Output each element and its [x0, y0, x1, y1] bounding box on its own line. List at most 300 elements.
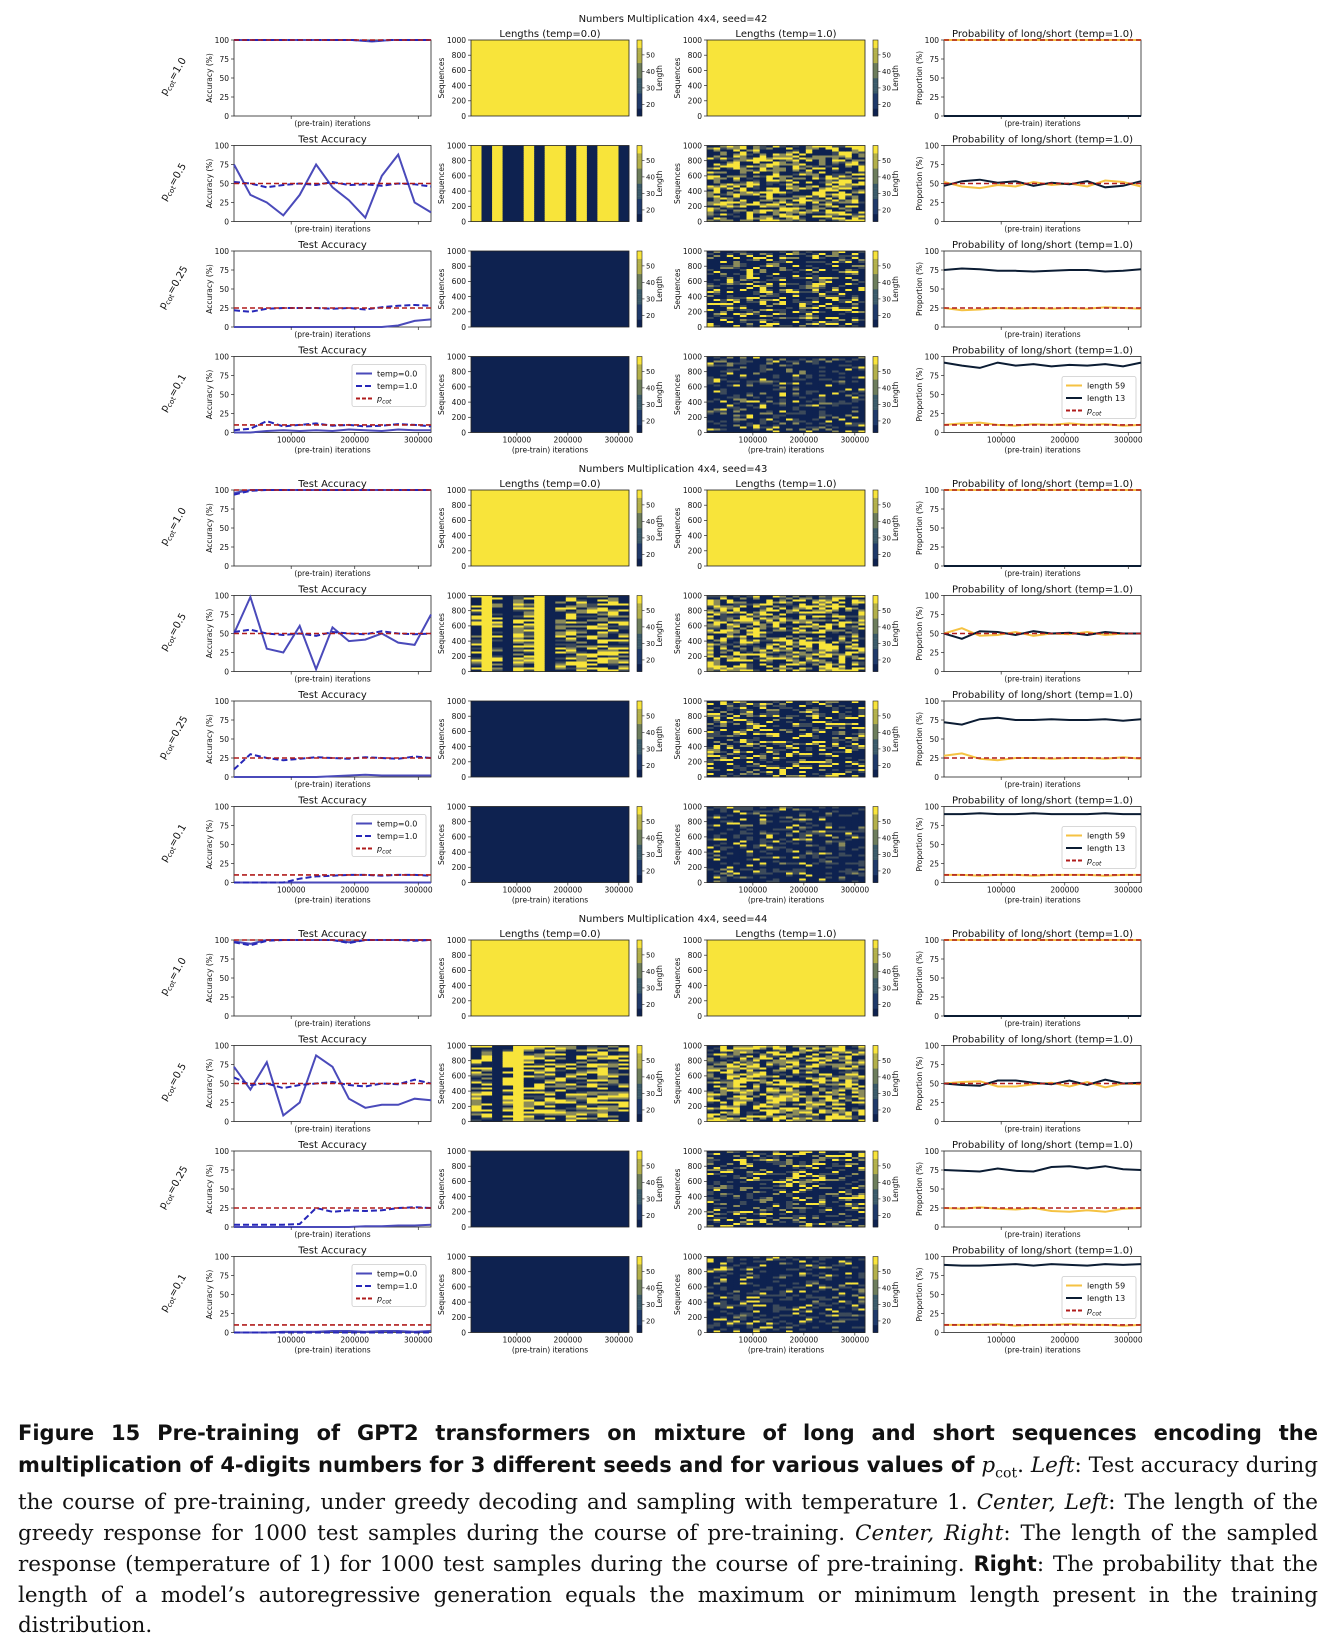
y-tick-label: 75: [219, 505, 229, 514]
colorbar-segment: [873, 307, 878, 310]
colorbar-segment: [873, 410, 878, 413]
heatmap-title: Lengths (temp=1.0): [735, 479, 836, 490]
y-tick-label: 800: [452, 501, 467, 510]
colorbar-label: Length: [891, 170, 900, 196]
accuracy-panel: [205, 240, 431, 339]
y-tick-label: 75: [929, 55, 939, 64]
y-tick-label: 0: [934, 562, 939, 571]
colorbar-segment: [873, 505, 878, 508]
heatmap-cells: [707, 40, 865, 116]
colorbar-segment: [637, 508, 642, 511]
x-tick-label: 100000: [277, 436, 306, 445]
colorbar-label: Length: [655, 381, 664, 407]
colorbar-tick-label: 50: [646, 607, 655, 615]
y-tick-label: 600: [688, 172, 703, 181]
colorbar-tick-label: 30: [882, 401, 891, 409]
colorbar-segment: [873, 209, 878, 212]
colorbar-tick-label: 40: [646, 385, 655, 393]
colorbar-segment: [873, 206, 878, 209]
colorbar-segment: [873, 146, 878, 149]
y-tick-label: 100: [215, 247, 230, 256]
colorbar-segment: [637, 616, 642, 619]
accuracy-legend: [352, 365, 426, 407]
colorbar-segment: [637, 199, 642, 202]
heatmap-ylabel: Sequences: [673, 374, 682, 415]
colorbar-segment: [637, 357, 642, 360]
colorbar-segment: [637, 73, 642, 76]
colorbar-segment: [873, 161, 878, 164]
colorbar-segment: [873, 518, 878, 521]
x-tick-label: 300000: [840, 436, 869, 445]
colorbar-segment: [873, 65, 878, 68]
colorbar-segment: [873, 387, 878, 390]
probability-ylabel: Proportion (%): [915, 501, 924, 555]
colorbar-segment: [873, 259, 878, 262]
colorbar-segment: [637, 204, 642, 207]
accuracy-ylabel: Accuracy (%): [205, 53, 214, 103]
colorbar-segment: [637, 294, 642, 297]
colorbar: [873, 40, 900, 116]
colorbar-segment: [637, 364, 642, 367]
colorbar-segment: [637, 631, 642, 634]
y-tick-label: 0: [461, 112, 466, 121]
colorbar-segment: [873, 274, 878, 277]
greedy-length-heatmap: [437, 141, 664, 226]
colorbar-segment: [637, 196, 642, 199]
colorbar-tick-label: 30: [646, 535, 655, 543]
y-tick-label: 50: [929, 285, 939, 294]
colorbar-segment: [873, 299, 878, 302]
colorbar-segment: [873, 402, 878, 405]
heatmap-fill: [707, 490, 865, 566]
colorbar-tick-label: 50: [882, 157, 891, 165]
colorbar-segment: [637, 536, 642, 539]
colorbar-segment: [873, 297, 878, 300]
accuracy-xlabel: (pre-train) iterations: [294, 675, 370, 684]
colorbar-segment: [637, 91, 642, 94]
accuracy-ylabel: Accuracy (%): [205, 503, 214, 553]
colorbar-segment: [873, 191, 878, 194]
accuracy-panel: [205, 346, 433, 455]
colorbar-tick-label: 30: [882, 296, 891, 304]
colorbar-segment: [637, 628, 642, 631]
colorbar-segment: [873, 269, 878, 272]
colorbar-segment: [637, 189, 642, 192]
y-tick-label: 800: [452, 51, 467, 60]
probability-frame: [944, 490, 1141, 566]
y-tick-label: 50: [219, 74, 229, 83]
colorbar-segment: [637, 108, 642, 111]
accuracy-panel: [205, 135, 431, 234]
colorbar-segment: [637, 86, 642, 89]
colorbar-segment: [873, 266, 878, 269]
y-tick-label: 25: [219, 648, 229, 657]
colorbar-segment: [873, 367, 878, 370]
colorbar-tick-label: 20: [646, 207, 655, 215]
colorbar-tick-label: 40: [646, 279, 655, 287]
colorbar-segment: [637, 410, 642, 413]
colorbar-tick-label: 50: [882, 368, 891, 376]
colorbar-tick-label: 50: [882, 52, 891, 60]
colorbar: [637, 146, 664, 222]
colorbar-tick-label: 50: [646, 368, 655, 376]
heatmap-xlabel: (pre-train) iterations: [748, 446, 824, 455]
y-tick-label: 100: [215, 36, 230, 45]
colorbar-segment: [637, 261, 642, 264]
y-tick-label: 400: [452, 398, 467, 407]
accuracy-panel: [205, 585, 431, 684]
row-p-cot-1-0: [159, 29, 1141, 128]
colorbar-segment: [873, 508, 878, 511]
colorbar-segment: [637, 281, 642, 284]
colorbar-segment: [637, 307, 642, 310]
colorbar-segment: [637, 556, 642, 559]
x-tick-label: 200000: [1050, 436, 1079, 445]
colorbar-segment: [637, 533, 642, 536]
greedy-length-heatmap: [437, 352, 664, 454]
colorbar-segment: [637, 43, 642, 46]
colorbar-segment: [873, 58, 878, 61]
y-tick-label: 50: [219, 179, 229, 188]
colorbar-segment: [637, 266, 642, 269]
y-tick-label: 0: [697, 323, 702, 332]
colorbar-segment: [873, 302, 878, 305]
y-tick-label: 200: [688, 97, 703, 106]
y-tick-label: 25: [929, 409, 939, 418]
probability-title: Probability of long/short (temp=1.0): [952, 135, 1133, 146]
colorbar-segment: [637, 191, 642, 194]
accuracy-panel: [205, 479, 431, 578]
colorbar-tick-label: 20: [882, 312, 891, 320]
y-tick-label: 1000: [447, 352, 466, 361]
x-tick-label: 300000: [1114, 436, 1143, 445]
probability-legend: [1062, 377, 1136, 419]
colorbar-segment: [873, 68, 878, 71]
colorbar-segment: [873, 261, 878, 264]
colorbar-tick-label: 20: [882, 551, 891, 559]
colorbar-segment: [873, 374, 878, 377]
heatmap-cells: [471, 490, 629, 566]
heatmap-ylabel: Sequences: [673, 507, 682, 548]
x-tick-label: 100000: [987, 436, 1016, 445]
colorbar-tick-label: 20: [646, 418, 655, 426]
colorbar-segment: [637, 284, 642, 287]
colorbar-segment: [637, 181, 642, 184]
y-tick-label: 400: [452, 292, 467, 301]
y-tick-label: 200: [452, 202, 467, 211]
colorbar-label: Length: [891, 515, 900, 541]
legend-label: temp=1.0: [377, 382, 417, 391]
colorbar-segment: [873, 251, 878, 254]
y-tick-label: 200: [452, 413, 467, 422]
probability-xlabel: (pre-train) iterations: [1004, 569, 1080, 578]
colorbar-tick-label: 30: [882, 85, 891, 93]
heatmap-ylabel: Sequences: [673, 268, 682, 309]
colorbar-segment: [637, 513, 642, 516]
y-tick-label: 200: [688, 547, 703, 556]
colorbar-segment: [637, 302, 642, 305]
colorbar-segment: [873, 289, 878, 292]
sampled-length-heatmap: [673, 29, 900, 121]
y-tick-label: 1000: [447, 486, 466, 495]
y-tick-label: 400: [452, 81, 467, 90]
heatmap-ylabel: Sequences: [437, 163, 446, 204]
heatmap-ylabel: Sequences: [673, 163, 682, 204]
colorbar-segment: [637, 88, 642, 91]
sampled-length-heatmap: [673, 141, 900, 226]
accuracy-title: Test Accuracy: [297, 240, 367, 251]
accuracy-xlabel: (pre-train) iterations: [294, 446, 370, 455]
colorbar-segment: [873, 254, 878, 257]
colorbar-segment: [637, 621, 642, 624]
colorbar-segment: [637, 639, 642, 642]
colorbar-segment: [637, 292, 642, 295]
colorbar-segment: [873, 533, 878, 536]
y-tick-label: 100: [215, 591, 230, 600]
accuracy-title: Test Accuracy: [297, 479, 367, 490]
colorbar-segment: [637, 641, 642, 644]
colorbar-segment: [637, 76, 642, 79]
colorbar-segment: [873, 364, 878, 367]
y-tick-label: 0: [224, 323, 229, 332]
accuracy-ylabel: Accuracy (%): [205, 370, 214, 420]
x-tick-label: 100000: [503, 436, 532, 445]
colorbar-segment: [873, 495, 878, 498]
x-tick-label: 100000: [739, 436, 768, 445]
colorbar-segment: [873, 211, 878, 214]
colorbar-segment: [637, 618, 642, 621]
colorbar-segment: [637, 523, 642, 526]
colorbar-segment: [637, 420, 642, 423]
heatmap-ylabel: Sequences: [437, 268, 446, 309]
y-tick-label: 1000: [683, 247, 702, 256]
y-tick-label: 600: [688, 383, 703, 392]
colorbar-segment: [637, 367, 642, 370]
colorbar-segment: [873, 377, 878, 380]
colorbar-segment: [873, 176, 878, 179]
colorbar-segment: [637, 495, 642, 498]
colorbar-segment: [637, 163, 642, 166]
colorbar-label: Length: [891, 65, 900, 91]
y-tick-label: 600: [452, 66, 467, 75]
colorbar-tick-label: 40: [646, 624, 655, 632]
y-tick-label: 1000: [447, 247, 466, 256]
y-tick-label: 1000: [683, 141, 702, 150]
heatmap-fill: [471, 357, 629, 433]
colorbar-segment: [637, 70, 642, 73]
accuracy-panel: [205, 36, 431, 128]
colorbar-segment: [637, 389, 642, 392]
colorbar: [873, 357, 900, 433]
y-tick-label: 100: [925, 486, 940, 495]
y-tick-label: 800: [688, 157, 703, 166]
y-tick-label: 800: [452, 607, 467, 616]
colorbar-segment: [637, 83, 642, 86]
colorbar-segment: [637, 626, 642, 629]
y-tick-label: 800: [688, 501, 703, 510]
colorbar-segment: [637, 598, 642, 601]
colorbar-segment: [637, 644, 642, 647]
colorbar-segment: [637, 412, 642, 415]
colorbar: [873, 146, 900, 222]
row-p-cot-1-0: [159, 479, 1141, 578]
probability-frame: [944, 251, 1141, 327]
colorbar-segment: [637, 405, 642, 408]
y-tick-label: 200: [452, 652, 467, 661]
colorbar-segment: [637, 211, 642, 214]
colorbar-segment: [637, 518, 642, 521]
colorbar: [637, 596, 664, 672]
greedy-length-heatmap: [437, 591, 664, 676]
colorbar-segment: [873, 76, 878, 79]
colorbar-tick-label: 50: [646, 52, 655, 60]
y-tick-label: 50: [219, 524, 229, 533]
colorbar-segment: [873, 40, 878, 43]
colorbar-segment: [637, 55, 642, 58]
colorbar-tick-label: 40: [882, 279, 891, 287]
y-tick-label: 100: [925, 352, 940, 361]
colorbar-segment: [637, 259, 642, 262]
colorbar-label: Length: [891, 381, 900, 407]
accuracy-xlabel: (pre-train) iterations: [294, 330, 370, 339]
colorbar-tick-label: 20: [646, 312, 655, 320]
colorbar-segment: [873, 558, 878, 561]
colorbar-segment: [637, 251, 642, 254]
x-tick-label: 200000: [554, 436, 583, 445]
colorbar-segment: [873, 362, 878, 365]
colorbar-segment: [637, 186, 642, 189]
colorbar-segment: [873, 548, 878, 551]
colorbar-segment: [637, 50, 642, 53]
legend-label: $p_{cot}$: [376, 395, 392, 406]
colorbar-segment: [637, 93, 642, 96]
colorbar-segment: [873, 276, 878, 279]
y-tick-label: 800: [452, 157, 467, 166]
colorbar-tick-label: 20: [646, 657, 655, 665]
y-tick-label: 25: [219, 93, 229, 102]
heatmap-cells: [471, 146, 629, 222]
colorbar-segment: [637, 287, 642, 290]
y-tick-label: 50: [219, 629, 229, 638]
colorbar-segment: [637, 178, 642, 181]
colorbar-segment: [873, 304, 878, 307]
colorbar-segment: [873, 194, 878, 197]
colorbar-segment: [637, 171, 642, 174]
colorbar-tick-label: 20: [882, 101, 891, 109]
colorbar-segment: [637, 379, 642, 382]
heatmap-cells: [471, 357, 629, 433]
y-tick-label: 200: [688, 308, 703, 317]
colorbar-segment: [637, 498, 642, 501]
colorbar-segment: [637, 520, 642, 523]
y-tick-label: 25: [219, 543, 229, 552]
colorbar-segment: [637, 216, 642, 219]
colorbar-segment: [637, 264, 642, 267]
y-tick-label: 800: [452, 368, 467, 377]
y-tick-label: 400: [688, 292, 703, 301]
colorbar-tick-label: 20: [646, 101, 655, 109]
y-tick-label: 75: [929, 505, 939, 514]
colorbar-segment: [637, 558, 642, 561]
y-tick-label: 50: [929, 179, 939, 188]
colorbar-tick-label: 50: [646, 263, 655, 271]
colorbar-segment: [873, 45, 878, 48]
colorbar-segment: [873, 541, 878, 544]
y-tick-label: 200: [452, 97, 467, 106]
heatmap-cells: [707, 251, 865, 327]
colorbar-segment: [873, 151, 878, 154]
colorbar-tick-label: 30: [646, 401, 655, 409]
colorbar-segment: [637, 194, 642, 197]
colorbar-segment: [637, 538, 642, 541]
colorbar-segment: [637, 546, 642, 549]
colorbar-segment: [637, 422, 642, 425]
colorbar-segment: [873, 314, 878, 317]
y-tick-label: 400: [452, 187, 467, 196]
colorbar-tick-label: 30: [882, 190, 891, 198]
colorbar-tick-label: 20: [882, 418, 891, 426]
probability-xlabel: (pre-train) iterations: [1004, 119, 1080, 128]
colorbar: [637, 40, 664, 116]
heatmap-ylabel: Sequences: [437, 374, 446, 415]
heatmap-xlabel: (pre-train) iterations: [512, 446, 588, 455]
colorbar-segment: [637, 541, 642, 544]
colorbar-segment: [637, 636, 642, 639]
heatmap-cells: [707, 596, 865, 672]
y-tick-label: 0: [697, 428, 702, 437]
probability-panel: [915, 479, 1141, 578]
colorbar-segment: [873, 498, 878, 501]
colorbar-segment: [637, 40, 642, 43]
y-tick-label: 600: [452, 383, 467, 392]
colorbar-tick-label: 40: [646, 518, 655, 526]
colorbar-segment: [873, 106, 878, 109]
colorbar-segment: [637, 649, 642, 652]
colorbar-segment: [637, 312, 642, 315]
colorbar-segment: [873, 490, 878, 493]
y-tick-label: 600: [688, 516, 703, 525]
colorbar-segment: [637, 427, 642, 430]
colorbar-segment: [873, 196, 878, 199]
colorbar-segment: [637, 526, 642, 529]
colorbar-segment: [637, 623, 642, 626]
probability-title: Probability of long/short (temp=1.0): [952, 240, 1133, 251]
y-tick-label: 25: [929, 304, 939, 313]
y-tick-label: 0: [224, 217, 229, 226]
colorbar-segment: [637, 63, 642, 66]
colorbar-segment: [873, 158, 878, 161]
colorbar-segment: [637, 415, 642, 418]
colorbar-segment: [637, 407, 642, 410]
colorbar-segment: [637, 153, 642, 156]
colorbar-segment: [873, 86, 878, 89]
colorbar-segment: [873, 397, 878, 400]
colorbar-segment: [637, 156, 642, 159]
colorbar-label: Length: [655, 620, 664, 646]
probability-ylabel: Proportion (%): [915, 51, 924, 105]
y-tick-label: 75: [929, 160, 939, 169]
colorbar-segment: [873, 111, 878, 114]
colorbar-segment: [637, 362, 642, 365]
y-tick-label: 0: [461, 562, 466, 571]
y-tick-label: 50: [929, 524, 939, 533]
y-tick-label: 400: [688, 398, 703, 407]
colorbar-segment: [637, 48, 642, 51]
colorbar-segment: [637, 664, 642, 667]
heatmap-title: Lengths (temp=1.0): [735, 29, 836, 40]
colorbar-tick-label: 40: [882, 385, 891, 393]
colorbar-segment: [873, 294, 878, 297]
